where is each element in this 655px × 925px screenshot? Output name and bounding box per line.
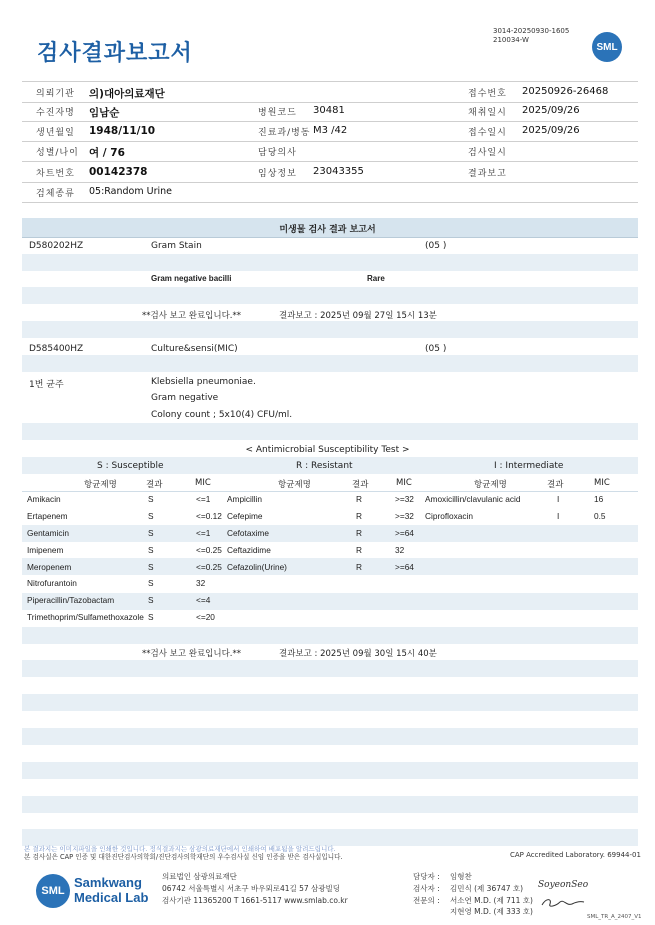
ast-drug: Ciprofloxacin — [425, 511, 473, 521]
ast-result: S — [148, 612, 154, 622]
ast-mic: <=20 — [196, 612, 215, 622]
ast-drug: Imipenem — [27, 545, 64, 555]
report-complete-1: **검사 보고 완료입니다.** — [142, 311, 242, 321]
signature-2 — [538, 896, 586, 910]
ast-result: R — [356, 511, 362, 521]
test2-specimen: (05 ) — [425, 344, 447, 354]
col-header-drug: 항균제명 — [474, 480, 507, 490]
field-value: 임남순 — [89, 107, 120, 119]
ast-result: R — [356, 545, 362, 555]
ast-drug: Nitrofurantoin — [27, 578, 77, 588]
patient-row — [22, 101, 638, 122]
ast-drug: Piperacillin/Tazobactam — [27, 595, 115, 605]
patient-row — [22, 121, 638, 142]
field-label: 검체종류 — [36, 189, 75, 199]
ast-drug: Ceftazidime — [227, 545, 271, 555]
ast-result: S — [148, 528, 154, 538]
ast-drug: Cefotaxime — [227, 528, 269, 538]
test1-specimen: (05 ) — [425, 241, 447, 251]
test2-name: Culture&sensi(MIC) — [151, 344, 238, 354]
field-value: 의)대아의료재단 — [89, 88, 165, 100]
ast-result: R — [356, 528, 362, 538]
patient-row — [22, 182, 638, 203]
field-value: 여 / 76 — [89, 147, 125, 159]
ast-title: < Antimicrobial Susceptibility Test > — [245, 445, 410, 455]
test2-code: D585400HZ — [29, 344, 84, 354]
ast-result: S — [148, 595, 154, 605]
ast-drug: Trimethoprim/Sulfamethoxazole — [27, 612, 144, 622]
legend-resistant: R : Resistant — [296, 461, 353, 471]
stripe-band — [22, 525, 638, 542]
col-header-mic: MIC — [195, 478, 211, 488]
field-value: 05:Random Urine — [89, 186, 173, 197]
patient-row — [22, 141, 638, 162]
ast-drug: Cefazolin(Urine) — [227, 562, 287, 572]
expert-label: 전문의 : — [413, 896, 440, 905]
section-title: 미생물 검사 결과 보고서 — [279, 225, 376, 235]
ast-drug: Cefepime — [227, 511, 263, 521]
expert-2: 지현영 M.D. (제 333 호) — [450, 907, 533, 916]
field-value: 1948/11/10 — [89, 125, 156, 137]
field-value: 00142378 — [89, 166, 148, 178]
ast-mic: 32 — [395, 545, 405, 555]
signature-1: SoyeonSeo — [538, 880, 589, 890]
field-label: 의뢰기관 — [36, 89, 75, 99]
brand-name-2: Medical Lab — [74, 890, 149, 905]
report-complete-2: **검사 보고 완료입니다.** — [142, 649, 242, 659]
legend-intermediate: I : Intermediate — [494, 461, 564, 471]
field-label: 진료과/병동 — [258, 128, 311, 138]
stripe-band — [22, 355, 638, 372]
brand-name-1: Samkwang — [74, 875, 142, 890]
owner-name: 임형찬 — [450, 872, 472, 881]
field-value: 2025/09/26 — [522, 105, 580, 116]
org-name: 의료법인 삼광의료재단 — [162, 872, 237, 881]
field-label: 성별/나이 — [36, 148, 79, 158]
ast-mic: <=1 — [196, 494, 211, 504]
org-address: 06742 서울특별시 서초구 바우뫼로41길 57 삼광빌딩 — [162, 884, 341, 893]
certification-line: 본 검사실은 CAP 인증 및 대한진단검사의학회/진단검사의학재단의 우수검사실 신임 인증을 받은 검사실입니다. — [24, 853, 343, 861]
field-label: 결과보고 — [468, 169, 507, 179]
ast-mic: 0.5 — [594, 511, 606, 521]
field-label: 담당의사 — [258, 148, 297, 158]
gram-result: Gram negative bacilli — [151, 274, 232, 283]
ast-result: S — [148, 562, 154, 572]
ast-result: S — [148, 545, 154, 555]
ast-mic: >=64 — [395, 562, 414, 572]
ast-mic: <=0.12 — [196, 511, 222, 521]
col-header-mic: MIC — [396, 478, 412, 488]
col-header-mic: MIC — [594, 478, 610, 488]
stripe-band — [22, 423, 638, 440]
ast-mic: >=32 — [395, 511, 414, 521]
col-header-drug: 항균제명 — [278, 480, 311, 490]
form-code: SML_TR_A_2407_V1 — [587, 914, 642, 920]
ast-result: I — [557, 494, 560, 504]
page-title: 검사결과보고서 — [37, 41, 193, 66]
ast-mic: <=0.25 — [196, 562, 222, 572]
report-time-2: 결과보고 : 2025년 09월 30일 15시 40분 — [279, 649, 437, 659]
col-header-drug: 항균제명 — [84, 480, 117, 490]
stripe-band — [22, 728, 638, 745]
ast-mic: <=0.25 — [196, 545, 222, 555]
field-label: 접수번호 — [468, 89, 507, 99]
stripe-band — [22, 660, 638, 677]
patient-row — [22, 162, 638, 183]
field-label: 병원코드 — [258, 108, 297, 118]
ast-mic: 32 — [196, 578, 206, 588]
field-value: 2025/09/26 — [522, 125, 580, 136]
stripe-band — [22, 694, 638, 711]
field-value: 30481 — [313, 105, 345, 116]
colony-count: Colony count ; 5x10(4) CFU/ml. — [151, 410, 293, 420]
col-header-result: 결과 — [352, 480, 369, 490]
col-header-result: 결과 — [547, 480, 564, 490]
field-value: 20250926-26468 — [522, 86, 609, 97]
org-contact: 검사기관 11365200 T 1661-5117 www.smlab.co.kr — [162, 896, 348, 905]
stripe-band — [22, 593, 638, 610]
test1-name: Gram Stain — [151, 241, 202, 251]
stripe-band — [22, 627, 638, 644]
ast-mic: 16 — [594, 494, 604, 504]
organism-gram: Gram negative — [151, 393, 219, 403]
owner-label: 담당자 : — [413, 872, 440, 881]
field-label: 임상정보 — [258, 169, 297, 179]
field-value: 23043355 — [313, 166, 364, 177]
divider — [22, 491, 638, 492]
ast-drug: Amikacin — [27, 494, 61, 504]
field-label: 차트번호 — [36, 169, 75, 179]
stripe-band — [22, 558, 638, 575]
field-value: M3 /42 — [313, 125, 348, 136]
document-id: 3014-20250930-1605 210034-W — [493, 27, 570, 44]
ast-result: R — [356, 494, 362, 504]
ast-drug: Gentamicin — [27, 528, 69, 538]
stripe-band — [22, 796, 638, 813]
gram-amount: Rare — [367, 274, 385, 283]
field-label: 수진자명 — [36, 108, 75, 118]
organism-name: Klebsiella pneumoniae. — [151, 377, 256, 387]
expert-1: 서소연 M.D. (제 711 호) — [450, 896, 533, 905]
ast-drug: Ampicillin — [227, 494, 263, 504]
watermark-notice: 본 결과지는 이미지파일을 인쇄한 것입니다. 정식결과지는 삼광의료재단에서 인쇄하여 배포됨을 알려드립니다. — [24, 845, 336, 853]
ast-result: S — [148, 511, 154, 521]
report-time-1: 결과보고 : 2025년 09월 27일 15시 13분 — [279, 311, 437, 321]
tester-label: 검사자 : — [413, 884, 440, 893]
logo-mark: SML — [36, 874, 70, 908]
patient-row — [22, 81, 638, 103]
ast-mic: <=1 — [196, 528, 211, 538]
ast-drug: Meropenem — [27, 562, 72, 572]
legend-susceptible: S : Susceptible — [97, 461, 164, 471]
ast-mic: >=64 — [395, 528, 414, 538]
ast-result: R — [356, 562, 362, 572]
sml-logo: SML — [592, 32, 622, 62]
field-label: 접수일시 — [468, 128, 507, 138]
stripe-band — [22, 321, 638, 338]
ast-result: S — [148, 494, 154, 504]
ast-result: I — [557, 511, 560, 521]
stripe-band — [22, 254, 638, 271]
ast-drug: Amoxicillin/clavulanic acid — [425, 494, 521, 504]
cap-accreditation: CAP Accredited Laboratory. 69944-01 — [510, 851, 641, 859]
stripe-band — [22, 287, 638, 304]
field-label: 생년월일 — [36, 128, 75, 138]
ast-drug: Ertapenem — [27, 511, 68, 521]
test1-code: D580202HZ — [29, 241, 84, 251]
field-label: 채취일시 — [468, 108, 507, 118]
ast-mic: >=32 — [395, 494, 414, 504]
field-label: 검사일시 — [468, 148, 507, 158]
tester-name: 김민식 (제 36747 호) — [450, 884, 524, 893]
ast-result: S — [148, 578, 154, 588]
ast-mic: <=4 — [196, 595, 211, 605]
col-header-result: 결과 — [146, 480, 163, 490]
stripe-band — [22, 762, 638, 779]
strain-label: 1번 균주 — [29, 380, 64, 390]
